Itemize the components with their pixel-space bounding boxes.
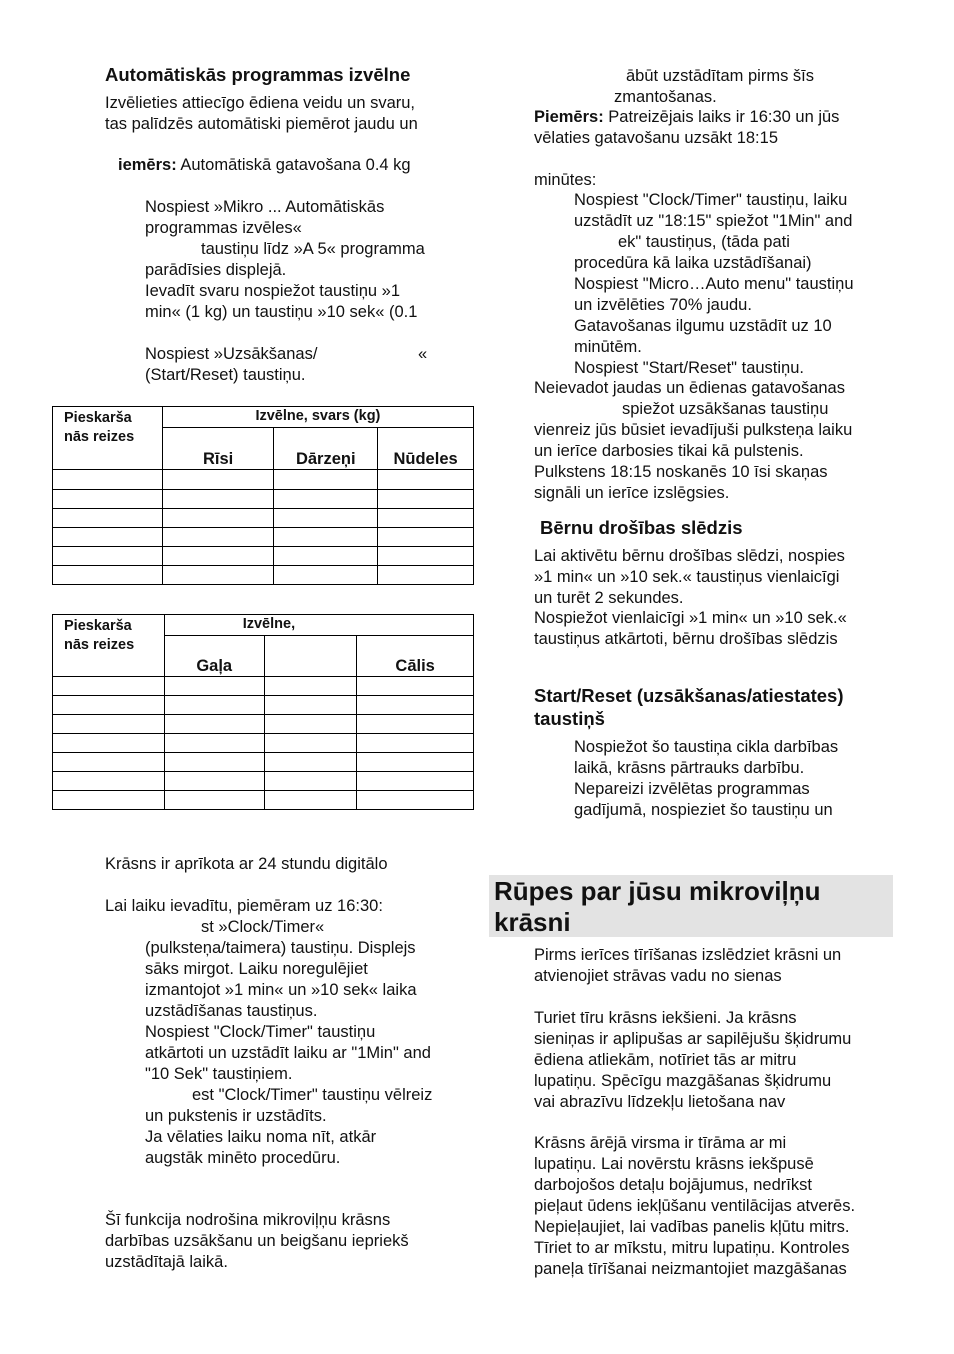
care-section-banner <box>489 875 893 937</box>
clock-line: uzstādīšanas taustiņus. <box>145 1002 318 1020</box>
step-line: un izvēlēties 70% jaudu. <box>574 296 752 314</box>
step-line: Nospiest »Uzsākšanas/ <box>145 345 318 363</box>
step-line: ek" taustiņus, (tāda pati <box>618 233 790 251</box>
clock-line: augstāk minēto procedūru. <box>145 1149 341 1167</box>
table-row <box>53 696 474 715</box>
note-line: Neievadot jaudas un ēdienas gatavošanas <box>534 379 845 397</box>
care-banner-line: Rūpes par jūsu mikroviļņu <box>494 876 821 906</box>
table-row <box>53 566 474 585</box>
column-header-chicken: Cālis <box>357 636 474 677</box>
note-line: un ierīce darbosies tikai kā pulstenis. <box>534 442 804 460</box>
auto-menu-table-1 <box>52 406 474 585</box>
start-line: laikā, krāsns pārtrauks darbību. <box>574 759 805 777</box>
start-line: Nepareizi izvēlētas programmas <box>574 780 810 798</box>
table-row <box>53 677 474 696</box>
step-line: « <box>418 345 428 363</box>
step-line: Gatavošanas ilgumu uzstādīt uz 10 <box>574 317 832 335</box>
care-line: Turiet tīru krāsns iekšieni. Ja krāsns <box>534 1009 797 1027</box>
table-row <box>53 547 474 566</box>
auto-program-heading: Automātiskās programmas izvēlne <box>105 64 411 85</box>
start-line: gadījumā, nospieziet šo taustiņu un <box>574 801 833 819</box>
step-line: taustiņu līdz »A 5« programma <box>201 240 425 258</box>
example-label: iemērs: <box>118 156 177 174</box>
clock-line: (pulksteņa/taimera) taustiņu. Displejs <box>145 939 416 957</box>
table-row <box>53 715 474 734</box>
table-row <box>53 753 474 772</box>
table-row <box>53 772 474 791</box>
touch-count-header: Pieskarša nās reizes <box>53 615 165 677</box>
child-lock-heading: Bērnu drošības slēdzis <box>540 517 743 538</box>
example-label: Piemērs: <box>534 108 604 126</box>
delay-line: darbības uzsākšanu un beigšanu iepriekš <box>105 1232 409 1250</box>
clock-line: Ja vēlaties laiku noma nīt, atkār <box>145 1128 377 1146</box>
table-row <box>53 490 474 509</box>
example-text: Automātiskā gatavošana 0.4 kg <box>176 156 411 174</box>
step-line: Nospiest "Start/Reset" taustiņu. <box>574 359 804 377</box>
clock-line: atkārtoti un uzstādīt laiku ar "1Min" and <box>145 1044 431 1062</box>
care-line: atvienojiet strāvas vadu no sienas <box>534 967 782 985</box>
column-header-meat: Gaļa <box>164 636 264 677</box>
minutes-line: minūtes: <box>534 171 597 189</box>
table-row <box>53 528 474 547</box>
step-line: uzstādīt uz "18:15" spiežot "1Min" and <box>574 212 853 230</box>
lock-line: un turēt 2 sekundes. <box>534 589 684 607</box>
care-line: Pirms ierīces tīrīšanas izslēdziet krāsni un <box>534 946 842 964</box>
lock-line: »1 min« un »10 sek.« taustiņus vienlaicīgi <box>534 568 840 586</box>
auto-menu-table-2 <box>52 614 474 810</box>
example-text: Patreizējais laiks ir 16:30 un jūs <box>603 108 840 126</box>
right-top-line: zmantošanas. <box>614 88 717 106</box>
column-header-vegetables: Dārzeņi <box>274 428 378 470</box>
clock-line: "10 Sek" taustiņiem. <box>145 1065 293 1083</box>
note-line: Pulkstens 18:15 noskanēs 10 īsi skaņas <box>534 463 828 481</box>
auto-intro-line: Izvēlieties attiecīgo ēdiena veidu un svaru, <box>105 94 416 112</box>
auto-intro-line: tas palīdzēs automātiski piemērot jaudu un <box>105 115 418 133</box>
column-header-rice: Rīsi <box>162 428 274 470</box>
table-row <box>53 470 474 490</box>
right-example-line <box>534 107 839 128</box>
touch-count-header: Pieskarša nās reizes <box>53 407 163 470</box>
note-line: spiežot uzsākšanas taustiņu <box>622 400 829 418</box>
care-banner-line: krāsni <box>494 907 571 937</box>
menu-weight-header: Izvēlne, svars (kg) <box>162 407 473 428</box>
note-line: signāli un ierīce izslēgsies. <box>534 484 730 502</box>
table-row <box>53 734 474 753</box>
table-row <box>53 509 474 528</box>
care-line: pieļaut ūdens iekļūšanu ventilācijas atverēs. <box>534 1197 856 1215</box>
care-line: Nepieļaujiet, lai vadības panelis kļūtu mitrs. <box>534 1218 850 1236</box>
right-example-line: vēlaties gatavošanu uzsākt 18:15 <box>534 129 778 147</box>
note-line: vienreiz jūs būsiet ievadījuši pulksteņa laiku <box>534 421 853 439</box>
delay-line: Šī funkcija nodrošina mikroviļņu krāsns <box>105 1211 391 1229</box>
step-line: programmas izvēles« <box>145 219 302 237</box>
clock-line: st »Clock/Timer« <box>201 918 325 936</box>
care-line: sieniņas ir aplipušas ar sapilējušu šķidrumu <box>534 1030 852 1048</box>
step-line: parādīsies displejā. <box>145 261 287 279</box>
table-row <box>53 791 474 810</box>
care-line: vai abrazīvu līdzekļu lietošana nav <box>534 1093 786 1111</box>
lock-line: Lai aktivētu bērnu drošības slēdzi, nospies <box>534 547 845 565</box>
clock-line: sāks mirgot. Laiku noregulējiet <box>145 960 368 978</box>
clock-line: Lai laiku ievadītu, piemēram uz 16:30: <box>105 897 383 915</box>
step-line: minūtēm. <box>574 338 642 356</box>
menu-header: Izvēlne, <box>164 615 473 636</box>
care-line: lupatiņu. Lai novērstu krāsns iekšpusē <box>534 1155 814 1173</box>
column-header-blank <box>264 636 357 677</box>
clock-line: izmantojot »1 min« un »10 sek« laika <box>145 981 417 999</box>
care-line: Tīriet to ar mīkstu, mitru lupatiņu. Kontroles <box>534 1239 850 1257</box>
step-line: Nospiest "Micro…Auto menu" taustiņu <box>574 275 854 293</box>
example-line <box>118 155 411 176</box>
start-reset-heading: Start/Reset (uzsākšanas/atiestates) <box>534 685 844 706</box>
care-line: paneļa tīrīšanai neizmantojiet mazgāšanas <box>534 1260 847 1278</box>
care-line: ēdiena atliekām, notīriet tās ar mitru <box>534 1051 797 1069</box>
clock-line: Krāsns ir aprīkota ar 24 stundu digitālo <box>105 855 388 873</box>
step-line: min« (1 kg) un taustiņu »10 sek« (0.1 <box>145 303 418 321</box>
step-line: Nospiest »Mikro ... Automātiskās <box>145 198 385 216</box>
clock-line: un pukstenis ir uzstādīts. <box>145 1107 327 1125</box>
right-top-line: ābūt uzstādītam pirms šīs <box>626 67 814 85</box>
step-line: procedūra kā laika uzstādīšanai) <box>574 254 812 272</box>
care-line: Krāsns ārējā virsma ir tīrāma ar mi <box>534 1134 787 1152</box>
clock-line: Nospiest "Clock/Timer" taustiņu <box>145 1023 376 1041</box>
step-line: Ievadīt svaru nospiežot taustiņu »1 <box>145 282 400 300</box>
delay-line: uzstādītajā laikā. <box>105 1253 228 1271</box>
start-reset-heading: taustiņš <box>534 708 605 729</box>
clock-line: est "Clock/Timer" taustiņu vēlreiz <box>192 1086 433 1104</box>
column-header-noodles: Nūdeles <box>378 428 474 470</box>
step-line: Nospiest "Clock/Timer" taustiņu, laiku <box>574 191 848 209</box>
care-line: lupatiņu. Spēcīgu mazgāšanas šķidrumu <box>534 1072 832 1090</box>
lock-line: Nospiežot vienlaicīgi »1 min« un »10 sek.« <box>534 609 847 627</box>
care-line: darbojošos detaļu bojājumus, nedrīkst <box>534 1176 812 1194</box>
start-line: Nospiežot šo taustiņa cikla darbības <box>574 738 839 756</box>
lock-line: taustiņus atkārtoti, bērnu drošības slēdzis <box>534 630 838 648</box>
step-line: (Start/Reset) taustiņu. <box>145 366 306 384</box>
